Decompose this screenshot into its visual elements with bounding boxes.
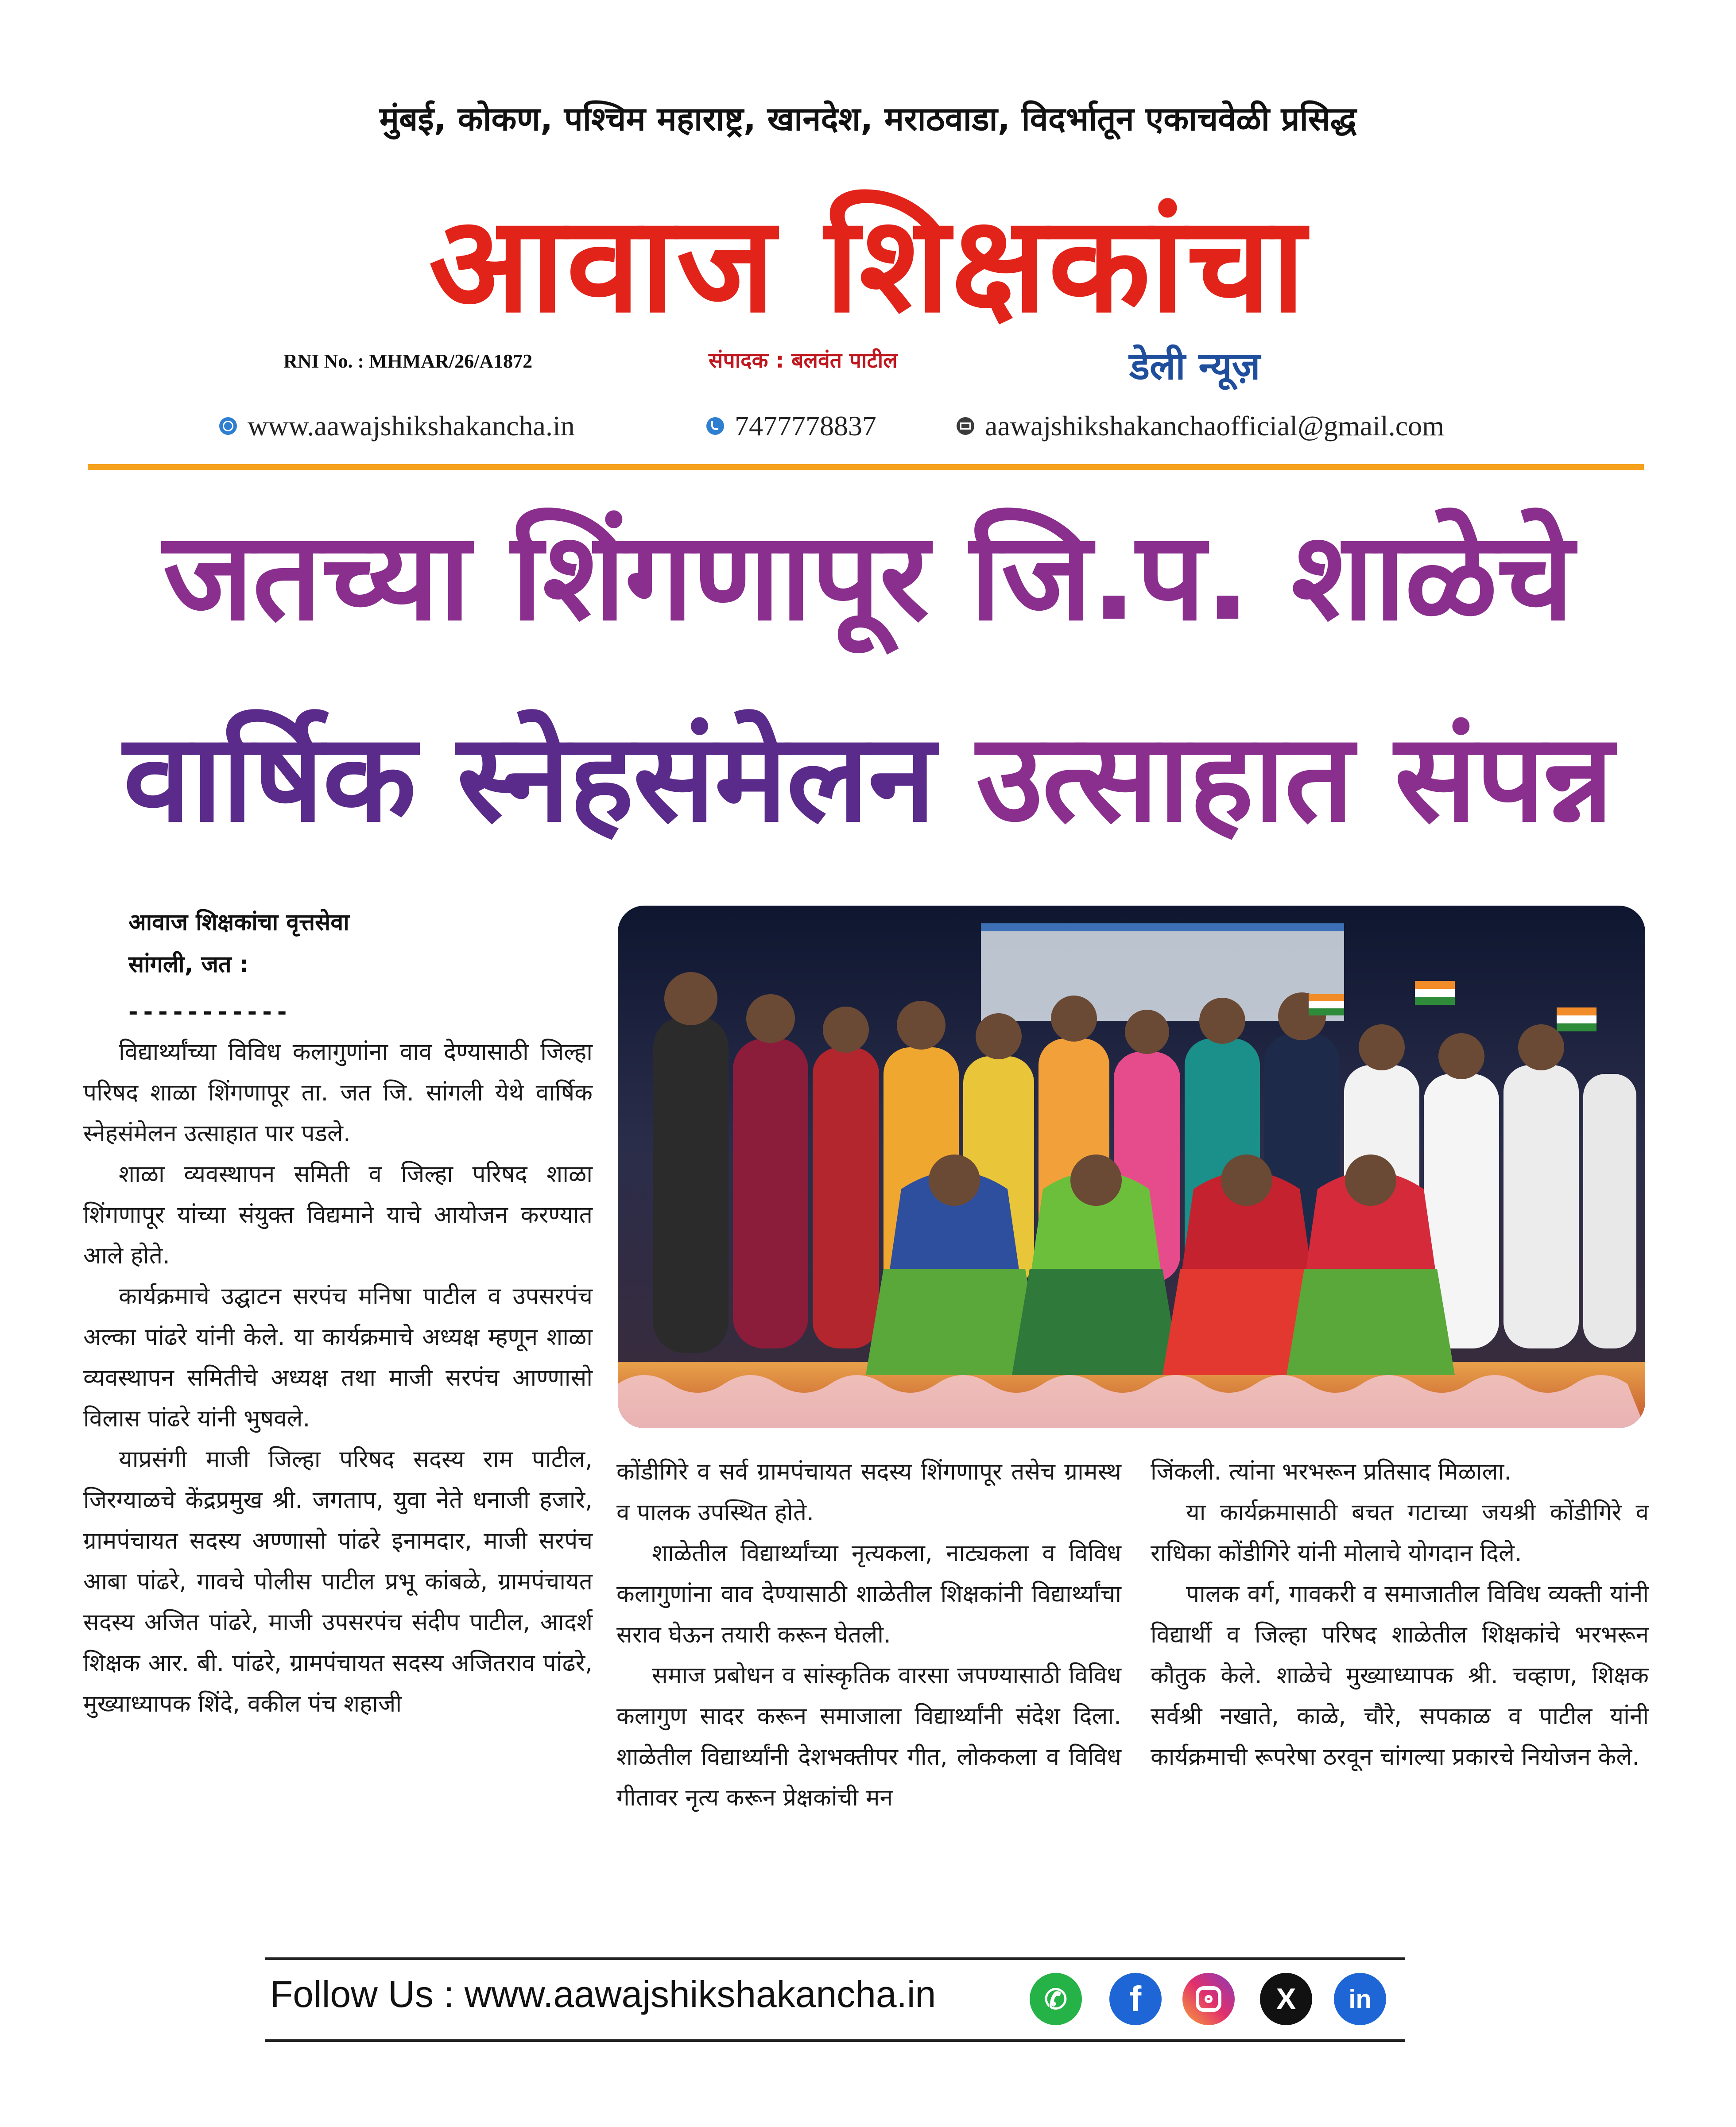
headline-line-2 [0, 707, 1736, 849]
facebook-icon[interactable]: f [1109, 1973, 1162, 2025]
article-paragraph: शाळेतील विद्यार्थ्यांच्या नृत्यकला, नाट्यकला व विविध कलागुणांना वाव देण्यासाठी शाळेतील शिक्षकांनी विद्यार्थ्यांचा सराव घेऊन तयारी करून घेतली. [616, 1540, 1121, 1648]
dateline-separator: ----------- [128, 999, 292, 1025]
article-paragraph-continued: कोंडीगिरे व सर्व ग्रामपंचायत सदस्य शिंगणापूर तसेच ग्रामस्थ व पालक उपस्थित होते. [616, 1458, 1121, 1526]
article-paragraph: याप्रसंगी माजी जिल्हा परिषद सदस्य राम पाटील, जिरग्याळचे केंद्रप्रमुख श्री. जगताप, युवा नेते धनाजी हजारे, ग्रामपंचायत सदस्य अण्णासो पांढरे इनामदार, माजी सरपंच आबा पांढरे, गावचे पोलीस पाटील प्रभू कांबळे, ग्रामपंचायत सदस्य अजित पांढरे, माजी उपसरपंच संदीप पाटील, आदर्श शिक्षक आर. बी. पांढरे, ग्रामपंचायत सदस्य अजितराव पांढरे, मुख्याध्यापक शिंदे, वकील पंच शहाजी [83, 1446, 593, 1717]
phone-contact[interactable] [706, 410, 876, 442]
linkedin-icon[interactable]: in [1334, 1973, 1386, 2025]
students-group-photo [618, 906, 1645, 1428]
headline-line-2-part-1: वार्षिक स्नेहसंमेलन [123, 707, 935, 849]
website-link[interactable]: www.aawajshikshakancha.in [248, 410, 575, 442]
dateline-place: सांगली, जत : [128, 951, 249, 978]
article-paragraph: समाज प्रबोधन व सांस्कृतिक वारसा जपण्यासाठी विविध कलागुण सादर करून समाजाला विद्यार्थ्यांनी संदेश दिला. शाळेतील विद्यार्थ्यांनी देशभक्तीपर गीत, लोककला व विविध गीतावर नृत्य करून प्रेक्षकांची मन [616, 1662, 1121, 1811]
email-icon [957, 417, 974, 435]
article-paragraph: या कार्यक्रमासाठी बचत गटाच्या जयश्री कोंडीगिरे व राधिका कोंडीगिरे यांनी मोलाचे योगदान दिले. [1151, 1499, 1649, 1567]
phone-number[interactable]: 7477778837 [735, 410, 876, 442]
article-paragraph: शाळा व्यवस्थापन समिती व जिल्हा परिषद शाळा शिंगणापूर यांच्या संयुक्त विद्यमाने याचे आयोजन करण्यात आले होते. [83, 1161, 593, 1269]
edition-label: डेली न्यूज़ [1129, 344, 1260, 388]
email-address[interactable]: aawajshikshakanchaofficial@gmail.com [985, 410, 1444, 442]
instagram-icon[interactable] [1182, 1973, 1235, 2025]
newspaper-title: आवाज शिक्षकांचा [429, 187, 1307, 342]
article-paragraph: पालक वर्ग, गावकरी व समाजातील विविध व्यक्ती यांनी विद्यार्थी व जिल्हा परिषद शाळेतील शिक्षकांचे भरभरून कौतुक केले. शाळेचे मुख्याध्यापक श्री. चव्हाण, शिक्षक सर्वश्री नखाते, काळे, चौरे, सपकाळ व पाटील यांनी कार्यक्रमाची रूपरेषा ठरवून चांगल्या प्रकारचे नियोजन केले. [1151, 1581, 1649, 1771]
email-contact[interactable] [957, 410, 1444, 442]
follow-us-link[interactable]: Follow Us : www.aawajshikshakancha.in [270, 1973, 936, 2015]
globe-icon [219, 417, 237, 435]
article-paragraph: विद्यार्थ्यांच्या विविध कलागुणांना वाव देण्यासाठी जिल्हा परिषद शाळा शिंगणापूर ता. जत जि. सांगली येथे वार्षिक स्नेहसंमेलन उत्साहात पार पडले. [83, 1038, 593, 1147]
editor-credit: संपादक : बलवंत पाटील [709, 348, 898, 373]
headline-line-1: जतच्या शिंगणापूर जि.प. शाळेचे [163, 506, 1573, 647]
article-paragraph: कार्यक्रमाचे उद्घाटन सरपंच मनिषा पाटील व उपसरपंच अल्का पांढरे यांनी केले. या कार्यक्रमाचे अध्यक्ष म्हणून शाळा व्यवस्थापन समितीचे अध्यक्ष तथा माजी सरपंच आण्णासो विलास पांढरे यांनी भुषवले. [83, 1283, 593, 1432]
news-agency: आवाज शिक्षकांचा वृत्तसेवा [128, 909, 349, 936]
footer-rule-bottom [265, 2039, 1405, 2042]
x-icon[interactable]: X [1260, 1973, 1312, 2025]
article-column-2 [616, 1452, 1121, 1818]
headline-line-2-part-2: उत्साहात संपन्न [976, 707, 1613, 849]
whatsapp-icon[interactable]: ✆ [1030, 1973, 1082, 2025]
tagline: मुंबई, कोकण, पश्चिम महाराष्ट्र, खानदेश, मराठवाडा, विदर्भातून एकाचवेळी प्रसिद्ध [379, 100, 1357, 138]
event-photo [618, 906, 1645, 1428]
website-contact[interactable] [219, 410, 575, 442]
rni-number: RNI No. : MHMAR/26/A1872 [283, 350, 533, 372]
article-paragraph-continued: जिंकली. त्यांना भरभरून प्रतिसाद मिळाला. [1151, 1458, 1512, 1485]
masthead-divider [88, 464, 1644, 470]
phone-icon [706, 417, 724, 435]
footer-rule-top [265, 1957, 1405, 1960]
article-column-1 [83, 1032, 593, 1724]
article-column-3 [1151, 1452, 1649, 1778]
